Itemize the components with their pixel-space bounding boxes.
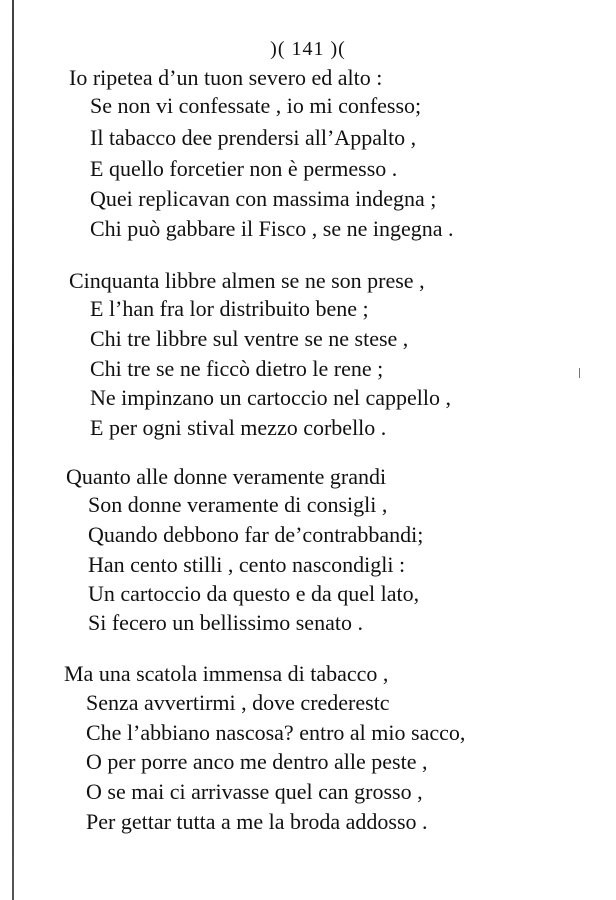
page-number: )( 141 )( — [270, 38, 346, 60]
verse-line: Un cartoccio da questo e da quel lato, — [88, 581, 420, 606]
verse-line: Son donne veramente di consigli , — [88, 492, 388, 517]
page-spine-edge — [12, 0, 14, 900]
verse-line: E l’han fra lor distribuito bene ; — [90, 296, 369, 321]
verse-line: Han cento stilli , cento nascondigli : — [88, 552, 406, 577]
verse-line: Quando debbono far de’contrabbandi; — [88, 522, 424, 547]
verse-line: Cinquanta libbre almen se ne son prese , — [69, 268, 425, 293]
verse-line: E quello forcetier non è permesso . — [90, 156, 398, 181]
verse-line: Il tabacco dee prendersi all’Appalto , — [90, 125, 417, 150]
verse-line: Io ripetea d’un tuon severo ed alto : — [69, 65, 383, 90]
verse-line: Si fecero un bellissimo senato . — [88, 610, 363, 635]
verse-line: Se non vi confessate , io mi confesso; — [90, 93, 422, 118]
verse-line: Senza avvertirmi , dove crederestc — [86, 690, 390, 715]
verse-line: O se mai ci arrivasse quel can grosso , — [86, 779, 423, 804]
verse-line: Ne impinzano un cartoccio nel cappello , — [90, 385, 452, 410]
verse-line: Chi tre libbre sul ventre se ne stese , — [90, 326, 409, 351]
verse-line: Quei replicavan con massima indegna ; — [90, 186, 437, 211]
verse-line: Che l’abbiano nascosa? entro al mio sacco, — [86, 720, 466, 745]
verse-line: Chi tre se ne ficcò dietro le rene ; — [90, 356, 384, 381]
ink-speck — [579, 368, 580, 378]
verse-line: Per gettar tutta a me la broda addosso . — [86, 809, 428, 834]
verse-line: Ma una scatola immensa di tabacco , — [64, 661, 389, 686]
verse-line: O per porre anco me dentro alle peste , — [86, 749, 428, 774]
verse-line: Chi può gabbare il Fisco , se ne ingegna . — [90, 216, 454, 241]
verse-line: Quanto alle donne veramente grandi — [66, 464, 387, 489]
verse-line: E per ogni stival mezzo corbello . — [90, 415, 387, 440]
